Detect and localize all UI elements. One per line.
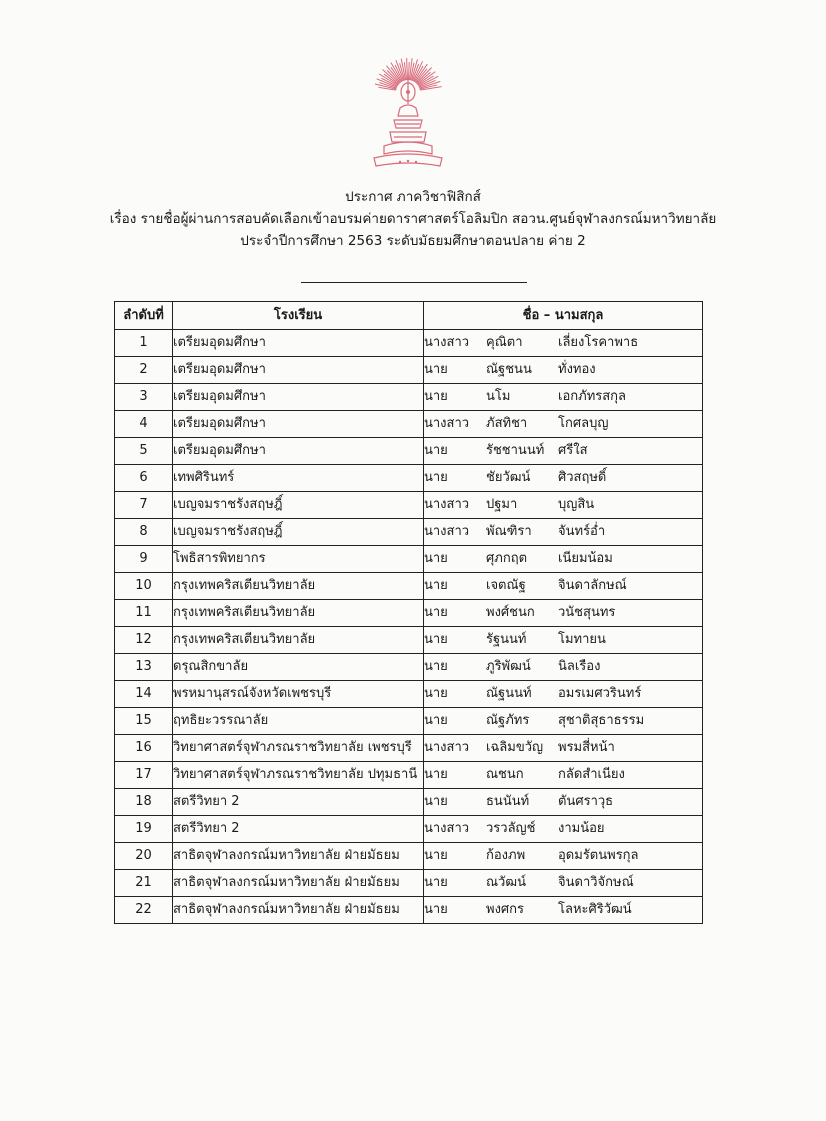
row-first-name: พัณฑิรา [486, 524, 532, 539]
roster-body [115, 330, 703, 924]
row-full-name [424, 357, 703, 384]
table-row [115, 600, 703, 627]
row-last-name: โลหะศิริวัฒน์ [558, 902, 632, 917]
row-last-name: จินดาลักษณ์ [558, 578, 627, 593]
row-full-name [424, 492, 703, 519]
row-number: 2 [115, 357, 173, 384]
row-first-name: ณวัฒน์ [486, 875, 526, 890]
table-row [115, 357, 703, 384]
table-row [115, 789, 703, 816]
row-full-name [424, 843, 703, 870]
row-number: 16 [115, 735, 173, 762]
row-school: ดรุณสิกขาลัย [173, 654, 424, 681]
row-school: โพธิสารพิทยากร [173, 546, 424, 573]
table-row [115, 573, 703, 600]
row-last-name: โกศลบุญ [558, 416, 609, 431]
row-first-name: เจตณัฐ [486, 578, 526, 593]
table-row [115, 735, 703, 762]
row-title: นาย [424, 713, 448, 728]
row-school: เบญจมราชรังสฤษฎิ์ [173, 492, 424, 519]
row-last-name: เอกภัทรสกุล [558, 389, 627, 404]
row-number: 1 [115, 330, 173, 357]
row-title: นาย [424, 794, 448, 809]
row-full-name [424, 546, 703, 573]
row-full-name [424, 870, 703, 897]
row-title: นาย [424, 551, 448, 566]
row-full-name [424, 681, 703, 708]
row-number: 18 [115, 789, 173, 816]
row-first-name: ปฐมา [486, 497, 518, 512]
row-number: 15 [115, 708, 173, 735]
table-row [115, 816, 703, 843]
row-last-name: นิลเรือง [558, 659, 601, 674]
row-first-name: พงศ์ชนก [486, 605, 535, 620]
row-first-name: รัฐนนท์ [486, 632, 527, 647]
row-title: นาย [424, 848, 448, 863]
row-title: นาย [424, 605, 448, 620]
row-last-name: กลัดสำเนียง [558, 767, 625, 782]
row-title: นางสาว [424, 497, 470, 512]
row-number: 19 [115, 816, 173, 843]
row-full-name [424, 654, 703, 681]
table-row [115, 492, 703, 519]
row-title: นาย [424, 389, 448, 404]
row-last-name: อุดมรัตนพรกุล [558, 848, 639, 863]
chulalongkorn-emblem-icon [360, 58, 456, 176]
row-last-name: บุญสิน [558, 497, 595, 512]
column-header-no: ลำดับที่ [115, 302, 173, 330]
row-title: นางสาว [424, 335, 470, 350]
row-school: เตรียมอุดมศึกษา [173, 384, 424, 411]
row-number: 8 [115, 519, 173, 546]
row-full-name [424, 897, 703, 924]
row-last-name: ศรีใส [558, 443, 588, 458]
row-number: 20 [115, 843, 173, 870]
row-full-name [424, 384, 703, 411]
row-full-name [424, 465, 703, 492]
announcement-subject: เรื่อง รายชื่อผู้ผ่านการสอบคัดเลือกเข้าอบรมค่ายดาราศาสตร์โอลิมปิก สอวน.ศูนย์จุฬาลงกรณ์มหาวิทยาลัย [109, 211, 717, 227]
table-row [115, 870, 703, 897]
row-first-name: ณัฐนนท์ [486, 686, 532, 701]
row-full-name [424, 627, 703, 654]
table-row [115, 654, 703, 681]
row-number: 5 [115, 438, 173, 465]
column-header-school: โรงเรียน [173, 302, 424, 330]
row-number: 21 [115, 870, 173, 897]
row-school: สาธิตจุฬาลงกรณ์มหาวิทยาลัย ฝ่ายมัธยม [173, 897, 424, 924]
row-last-name: วนัชสุนทร [558, 605, 616, 620]
table-row [115, 546, 703, 573]
announcement-heading [40, 186, 786, 252]
row-school: วิทยาศาสตร์จุฬาภรณราชวิทยาลัย ปทุมธานี [173, 762, 424, 789]
row-first-name: รัชชานนท์ [486, 443, 545, 458]
row-title: นาย [424, 659, 448, 674]
row-first-name: ธนนันท์ [486, 794, 530, 809]
row-title: นาย [424, 632, 448, 647]
row-title: นาย [424, 443, 448, 458]
row-last-name: เลี่ยงโรคาพาธ [558, 335, 639, 350]
row-school: สตรีวิทยา 2 [173, 789, 424, 816]
table-row [115, 681, 703, 708]
row-first-name: ชัยวัฒน์ [486, 470, 531, 485]
row-title: นาย [424, 767, 448, 782]
table-row [115, 627, 703, 654]
row-number: 14 [115, 681, 173, 708]
row-title: นางสาว [424, 740, 470, 755]
row-first-name: คุณิตา [486, 335, 523, 350]
row-first-name: นโม [486, 389, 511, 404]
row-school: เตรียมอุดมศึกษา [173, 357, 424, 384]
row-full-name [424, 573, 703, 600]
row-full-name [424, 789, 703, 816]
row-school: เตรียมอุดมศึกษา [173, 330, 424, 357]
row-school: สตรีวิทยา 2 [173, 816, 424, 843]
row-full-name [424, 816, 703, 843]
row-school: เตรียมอุดมศึกษา [173, 438, 424, 465]
row-first-name: วรวลัญช์ [486, 821, 536, 836]
row-title: นาย [424, 578, 448, 593]
row-number: 9 [115, 546, 173, 573]
row-first-name: ณชนก [486, 767, 524, 782]
row-first-name: ภัสทิชา [486, 416, 528, 431]
row-title: นางสาว [424, 524, 470, 539]
row-first-name: ศุภกฤต [486, 551, 528, 566]
row-last-name: จันทร์อ่ำ [558, 524, 606, 539]
row-number: 13 [115, 654, 173, 681]
row-last-name: ศิวสฤษดิ์ [558, 470, 607, 485]
row-full-name [424, 330, 703, 357]
row-full-name [424, 411, 703, 438]
row-title: นาย [424, 362, 448, 377]
heading-divider [301, 282, 527, 283]
table-row [115, 438, 703, 465]
row-last-name: อมรเมศวรินทร์ [558, 686, 642, 701]
table-row [115, 330, 703, 357]
table-row [115, 897, 703, 924]
row-last-name: ตันศราวุธ [558, 794, 614, 809]
table-row [115, 411, 703, 438]
row-full-name [424, 438, 703, 465]
table-row [115, 384, 703, 411]
table-row [115, 708, 703, 735]
row-full-name [424, 519, 703, 546]
row-school: กรุงเทพคริสเตียนวิทยาลัย [173, 627, 424, 654]
row-number: 3 [115, 384, 173, 411]
row-school: เทพศิรินทร์ [173, 465, 424, 492]
row-full-name [424, 600, 703, 627]
row-school: สาธิตจุฬาลงกรณ์มหาวิทยาลัย ฝ่ายมัธยม [173, 843, 424, 870]
row-school: สาธิตจุฬาลงกรณ์มหาวิทยาลัย ฝ่ายมัธยม [173, 870, 424, 897]
row-number: 10 [115, 573, 173, 600]
row-school: ฤทธิยะวรรณาลัย [173, 708, 424, 735]
row-last-name: จินดาวิจักษณ์ [558, 875, 634, 890]
row-number: 4 [115, 411, 173, 438]
column-header-name: ชื่อ – นามสกุล [424, 302, 703, 330]
row-first-name: ภูริพัฒน์ [486, 659, 531, 674]
row-school: กรุงเทพคริสเตียนวิทยาลัย [173, 573, 424, 600]
row-first-name: ก้องภพ [486, 848, 526, 863]
row-number: 11 [115, 600, 173, 627]
row-full-name [424, 708, 703, 735]
row-last-name: งามน้อย [558, 821, 605, 836]
row-number: 22 [115, 897, 173, 924]
row-last-name: พรมสี่หน้า [558, 740, 615, 755]
announcement-period: ประจำปีการศึกษา 2563 ระดับมัธยมศึกษาตอนปลาย ค่าย 2 [240, 233, 586, 249]
row-last-name: ทั่งทอง [558, 362, 596, 377]
row-first-name: เฉลิมขวัญ [486, 740, 544, 755]
table-row [115, 762, 703, 789]
row-school: พรหมานุสรณ์จังหวัดเพชรบุรี [173, 681, 424, 708]
row-first-name: ณัฐภัทร [486, 713, 530, 728]
row-title: นางสาว [424, 821, 470, 836]
row-title: นาย [424, 875, 448, 890]
row-title: นาย [424, 686, 448, 701]
row-first-name: ณัฐชนน [486, 362, 532, 377]
table-row [115, 519, 703, 546]
row-title: นางสาว [424, 416, 470, 431]
row-number: 6 [115, 465, 173, 492]
row-number: 12 [115, 627, 173, 654]
table-row [115, 465, 703, 492]
row-last-name: โมทายน [558, 632, 606, 647]
row-school: กรุงเทพคริสเตียนวิทยาลัย [173, 600, 424, 627]
row-full-name [424, 735, 703, 762]
row-full-name [424, 762, 703, 789]
row-school: วิทยาศาสตร์จุฬาภรณราชวิทยาลัย เพชรบุรี [173, 735, 424, 762]
table-row [115, 843, 703, 870]
row-title: นาย [424, 470, 448, 485]
row-school: เตรียมอุดมศึกษา [173, 411, 424, 438]
row-number: 7 [115, 492, 173, 519]
row-first-name: พงศกร [486, 902, 525, 917]
row-last-name: เนียมน้อม [558, 551, 613, 566]
row-number: 17 [115, 762, 173, 789]
student-roster-table [114, 301, 703, 924]
row-title: นาย [424, 902, 448, 917]
row-school: เบญจมราชรังสฤษฎิ์ [173, 519, 424, 546]
announcement-issuer: ประกาศ ภาควิชาฟิสิกส์ [345, 189, 481, 205]
table-header-row [115, 302, 703, 330]
row-last-name: สุชาติสุธาธรรม [558, 713, 645, 728]
